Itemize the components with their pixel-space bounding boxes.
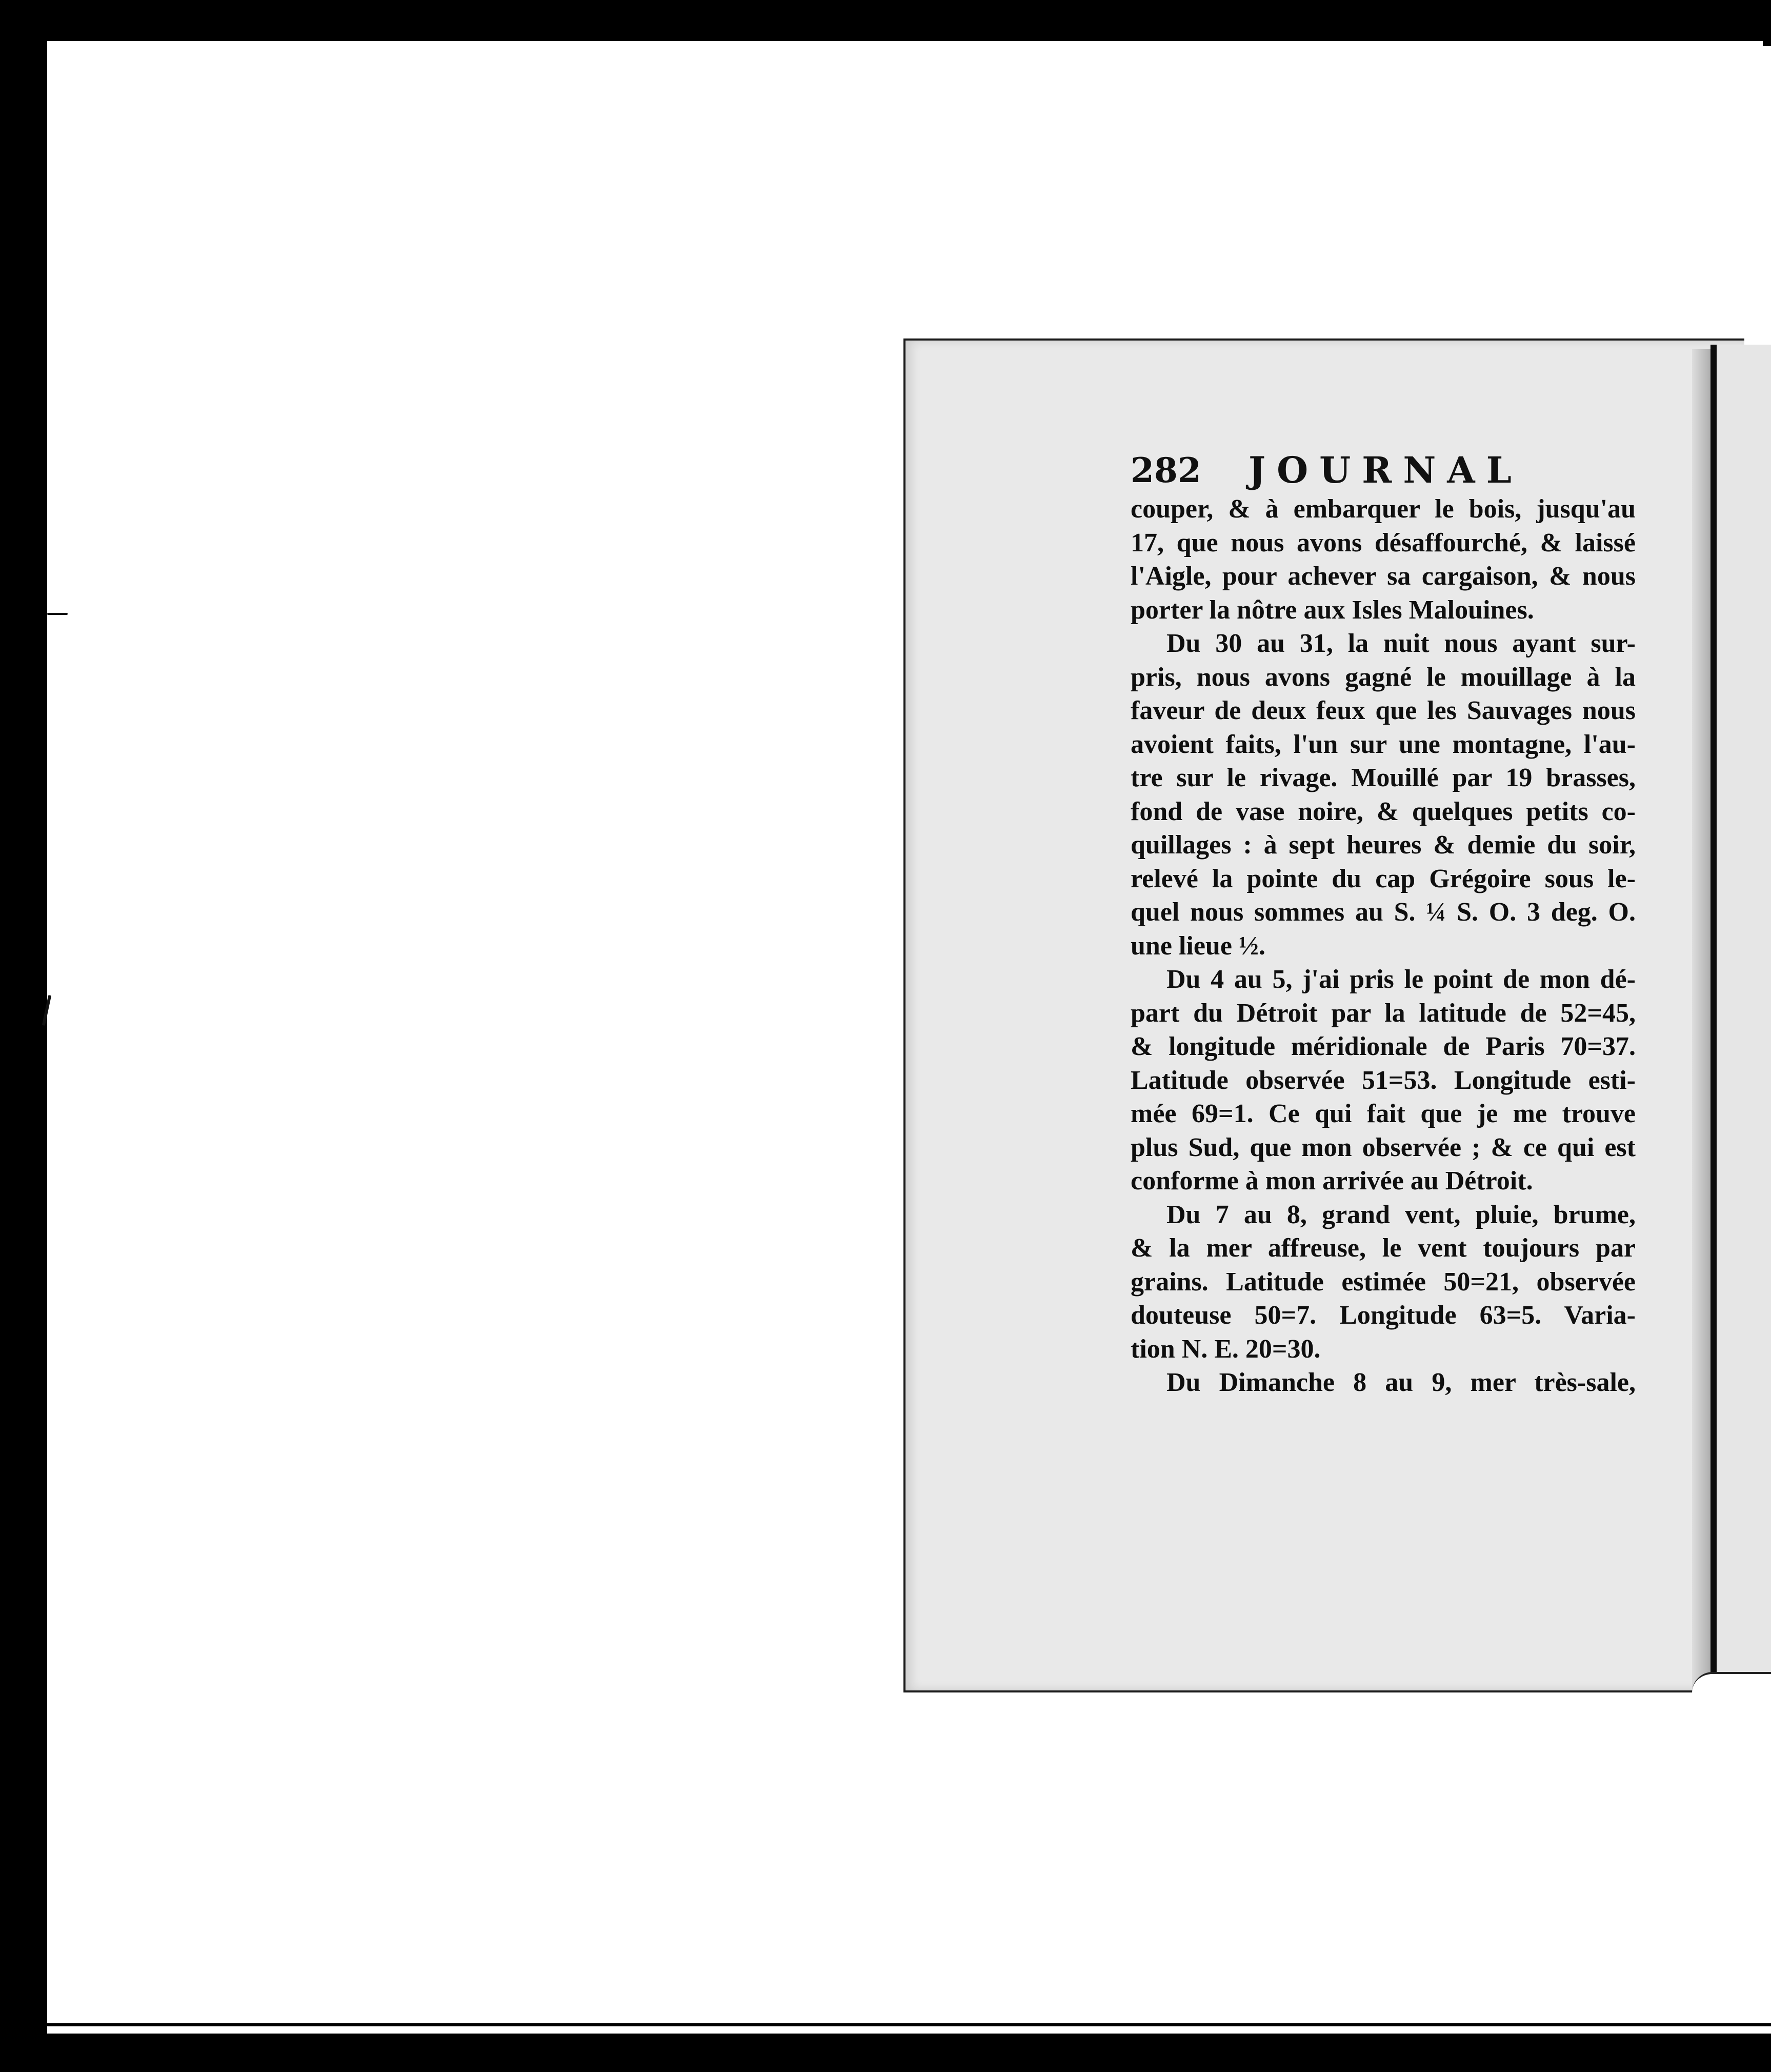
- text-line: & longitude méridionale de Paris 70=37.: [1131, 1032, 1636, 1061]
- text-line: Du 30 au 31, la nuit nous ayant sur-: [1166, 629, 1636, 658]
- text-line: Du 4 au 5, j'ai pris le point de mon dé-: [1166, 965, 1636, 994]
- text-line: Latitude observée 51=53. Longitude esti-: [1131, 1065, 1636, 1095]
- text-line: faveur de deux feux que les Sauvages nous: [1131, 696, 1636, 725]
- text-line: & la mer affreuse, le vent toujours par: [1131, 1233, 1636, 1263]
- page-curl: [1692, 1672, 1771, 1705]
- text-line: mée 69=1. Ce qui fait que je me trouve: [1131, 1099, 1636, 1128]
- text-line: douteuse 50=7. Longitude 63=5. Varia-: [1131, 1301, 1636, 1330]
- scan-border-left: [0, 0, 47, 2072]
- body-text: [1131, 492, 1636, 1400]
- text-line: l'Aigle, pour achever sa cargaison, & nous: [1131, 562, 1636, 591]
- text-line: conforme à mon arrivée au Détroit.: [1131, 1166, 1533, 1196]
- facing-page-edge: [1710, 345, 1771, 1694]
- text-line: porter la nôtre aux Isles Malouines.: [1131, 595, 1534, 625]
- text-line: plus Sud, que mon observée ; & ce qui est: [1131, 1132, 1636, 1162]
- text-line: pris, nous avons gagné le mouillage à la: [1131, 662, 1636, 692]
- text-line: une lieue ½.: [1131, 931, 1265, 961]
- text-line: fond de vase noire, & quelques petits co-: [1131, 796, 1636, 826]
- scan-border-top: [0, 0, 1771, 41]
- scan-border-inner-bottom: [47, 2023, 1771, 2026]
- running-title: JOURNAL: [1249, 449, 1523, 491]
- running-head: [1131, 449, 1523, 491]
- text-line: 17, que nous avons désaffourché, & laissé: [1131, 528, 1636, 557]
- book-gutter-shadow: [1692, 349, 1710, 1687]
- text-line: Du 7 au 8, grand vent, pluie, brume,: [1166, 1200, 1636, 1229]
- text-line: quel nous sommes au S. ¼ S. O. 3 deg. O.: [1131, 898, 1636, 927]
- text-line: quillages : à sept heures & demie du soir,: [1131, 830, 1636, 860]
- text-line: couper, & à embarquer le bois, jusqu'au: [1131, 494, 1636, 524]
- scan-mark: [47, 613, 68, 615]
- text-line: relevé la pointe du cap Grégoire sous le-: [1131, 864, 1636, 893]
- scan-border-bottom: [0, 2034, 1771, 2072]
- page-number: 282: [1131, 450, 1201, 490]
- text-line: part du Détroit par la latitude de 52=45,: [1131, 998, 1636, 1028]
- scan-border-corner: [1763, 36, 1771, 46]
- text-line: Du Dimanche 8 au 9, mer très-sale,: [1166, 1368, 1636, 1397]
- text-line: tre sur le rivage. Mouillé par 19 brasses,: [1131, 763, 1636, 792]
- text-line: grains. Latitude estimée 50=21, observée: [1131, 1267, 1636, 1297]
- text-line: tion N. E. 20=30.: [1131, 1334, 1321, 1364]
- text-line: avoient faits, l'un sur une montagne, l'au-: [1131, 729, 1636, 759]
